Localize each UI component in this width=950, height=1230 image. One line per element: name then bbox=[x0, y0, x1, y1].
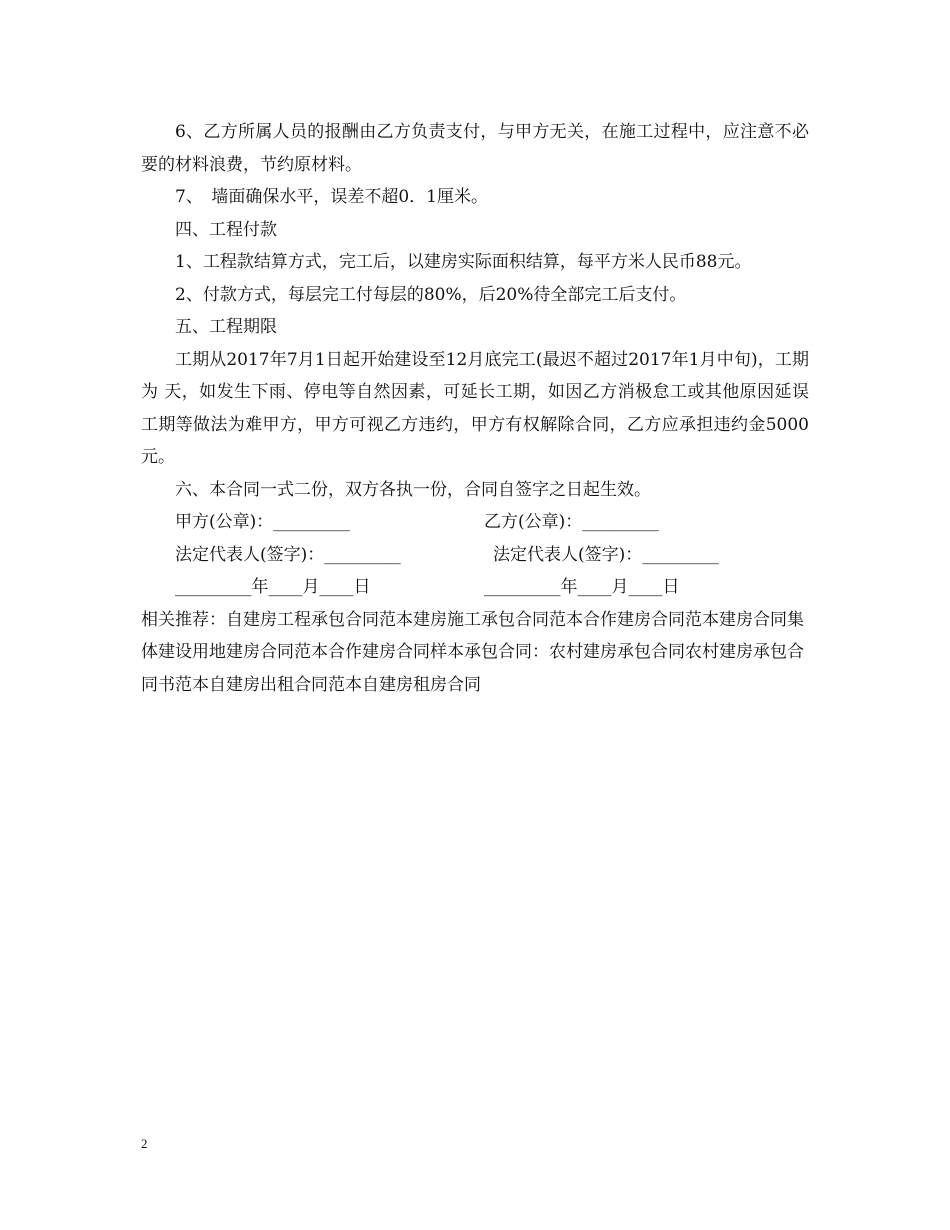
section-heading-period: 五、工程期限 bbox=[175, 317, 277, 337]
party-a-date-field: _________年____月____日 bbox=[175, 577, 371, 597]
section-heading-payment: 四、工程付款 bbox=[175, 219, 277, 240]
party-a-representative-field: 法定代表人(签字)：_________ bbox=[175, 544, 401, 565]
clause-7: 7、 墙面确保水平，误差不超0．1厘米。 bbox=[175, 187, 488, 207]
date-row bbox=[141, 571, 809, 604]
related-recommendations: 相关推荐：自建房工程承包合同范本建房施工承包合同范本合作建房合同范本建房合同集体建设用地建房合同范本合作建房合同样本承包合同：农村建房承包合同农村建房承包合同书范本自建房出租合同范本自建房租房合同 bbox=[141, 609, 804, 695]
document-body bbox=[141, 116, 809, 701]
payment-clause-1: 1、工程款结算方式，完工后，以建房实际面积结算，每平方米人民币88元。 bbox=[175, 252, 752, 272]
party-b-seal-field: 乙方(公章)：_________ bbox=[484, 512, 659, 532]
party-a-seal-field: 甲方(公章)：_________ bbox=[175, 512, 350, 532]
seal-row bbox=[141, 506, 809, 539]
representative-row bbox=[141, 539, 809, 572]
payment-clause-2: 2、付款方式，每层完工付每层的80%，后20%待全部完工后支付。 bbox=[175, 284, 687, 305]
page-number: 2 bbox=[141, 1136, 148, 1151]
party-b-representative-field: 法定代表人(签字)：_________ bbox=[493, 544, 719, 565]
clause-6: 6、乙方所属人员的报酬由乙方负责支付，与甲方无关，在施工过程中，应注意不必要的材料浪费，节约原材料。 bbox=[141, 122, 809, 175]
section-heading-copies: 六、本合同一式二份，双方各执一份，合同自签字之日起生效。 bbox=[175, 479, 651, 500]
period-clause: 工期从2017年7月1日起开始建设至12月底完工(最迟不超过2017年1月中旬)，工期为 天，如发生下雨、停电等自然因素，可延长工期，如因乙方消极怠工或其他原因延误工期等做法为难甲方，甲方可视乙方违约，甲方有权解除合同，乙方应承担违约金5000元。 bbox=[141, 349, 809, 467]
party-b-date-field: _________年____月____日 bbox=[484, 577, 680, 597]
